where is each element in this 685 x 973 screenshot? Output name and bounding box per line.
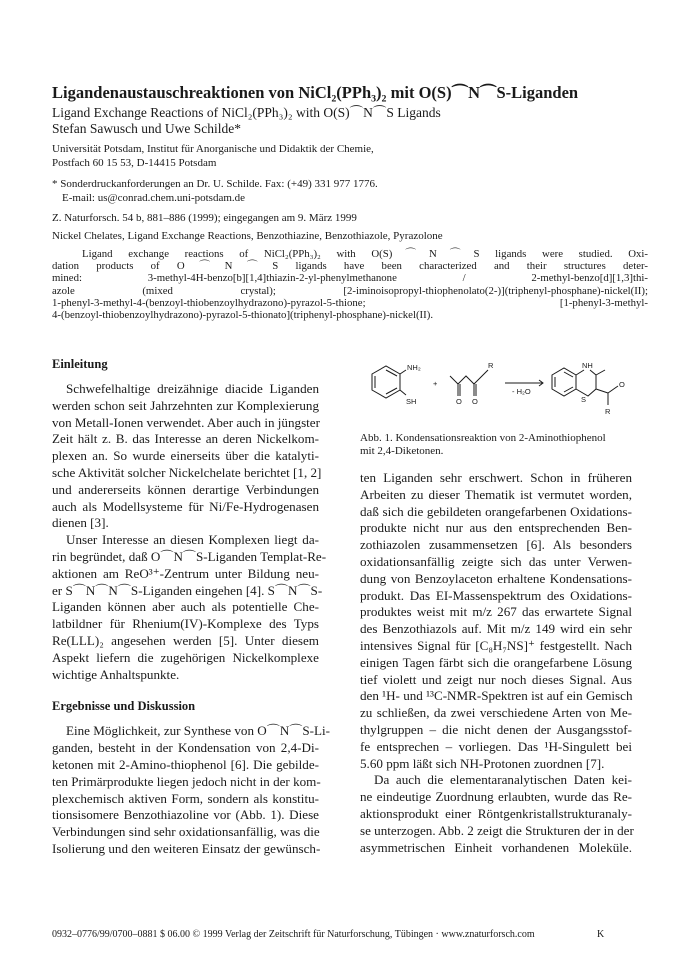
- label-s: S: [581, 395, 587, 404]
- correspondence-line: * Sonderdruckanforderungen an Dr. U. Schilde. Fax: (+49) 331 977 1776.: [52, 178, 378, 190]
- text-line: zothiazolen zusammensetzen [6]. Als besonders: [360, 537, 632, 553]
- correspondence-note: [52, 177, 612, 205]
- text-line: tief violett und zeigt nur noch dieses Signal. Aus: [360, 671, 632, 687]
- text-line: Isolierung und den weiteren Einsatz der gewünsch-: [52, 840, 321, 856]
- label-o3: O: [619, 380, 625, 389]
- abstract-line: azole (mixed crystal); [2-iminoisopropyl-thiophenolato(2-)](triphenyl-phosphane)-nickel(II);: [52, 284, 648, 297]
- text-line: produktes weist mit m/z 267 das erwartete Signal: [360, 604, 632, 620]
- label-sh: SH: [406, 397, 417, 406]
- text-line: Eine Möglichkeit, zur Synthese von O⌒N⌒S-Li-: [66, 723, 331, 739]
- affiliation-line: Universität Potsdam, Institut für Anorganische und Didaktik der Chemie,: [52, 143, 374, 155]
- text-line: wichtige Anhaltspunkte.: [52, 666, 180, 682]
- aminothiophenol-structure: [372, 366, 406, 398]
- label-o2: O: [472, 397, 478, 406]
- citation: Z. Naturforsch. 54 b, 881–886 (1999); eingegangen am 9. März 1999: [52, 212, 357, 224]
- text-line: einigen Tagen färbt sich die orangefarbene Lösung: [360, 654, 632, 670]
- affiliation-line: Postfach 60 15 53, D-14415 Potsdam: [52, 157, 217, 169]
- text-line: se unterzogen. Abb. 2 zeigt die Strukturen der in der: [360, 822, 634, 838]
- text-line: thylgruppen – die nicht denen der Ausgangsstof-: [360, 721, 632, 737]
- label-r2: R: [605, 407, 611, 416]
- text-line: Zeit hält z. B. das Interesse an deren Nickelkom-: [52, 431, 319, 447]
- section-heading-ergebnisse: Ergebnisse und Diskussion: [52, 699, 196, 714]
- text-line: dung von Benzoylaceton erhaltene Kondensations-: [360, 570, 632, 586]
- text-line: ketonen mit 2-Amino-thiophenol [6]. Die gebilde-: [52, 756, 319, 772]
- text-line: ganden, besteht in der Kondensation von 2,4-Di-: [52, 740, 319, 756]
- text-line: Da auch die elementaranalytischen Daten kei-: [374, 772, 632, 788]
- authors: Stefan Sawusch und Uwe Schilde*: [52, 121, 241, 136]
- text-line: intensives Signal für [C₈H₇NS]⁺ festgestellt. Nach: [360, 637, 632, 653]
- text-line: rin begründet, daß O⌒N⌒S-Liganden Templat-Re-: [52, 548, 327, 564]
- paragraph: [360, 470, 632, 772]
- paragraph: [360, 772, 632, 856]
- article-title: Ligandenaustauschreaktionen von NiCl₂(PPh₃)₂ mit O(S)⌒N⌒S-Liganden: [52, 83, 579, 102]
- text-line: Verbindungen sind sehr oxidationsanfällig, was die: [52, 824, 320, 840]
- text-line: produkte nicht nur aus den entsprechenden Ben-: [360, 520, 632, 536]
- paragraph: [52, 532, 327, 683]
- text-line: Aspekt liefern die zugehörigen Nickelkomplexe: [52, 649, 319, 665]
- reaction-arrow: [505, 380, 543, 386]
- text-line: werden schon seit Jahrzehnten zur Komplexierung: [52, 397, 319, 413]
- text-line: dienen [3].: [52, 515, 109, 531]
- text-line: plexen an. So wurde einerseits über die katalyti-: [52, 448, 319, 464]
- affiliation: [52, 142, 612, 170]
- text-line: Re(LLL)₂ angesehen werden [5]. Unter diesem: [52, 632, 319, 648]
- figure-caption: [360, 432, 632, 458]
- text-line: produkt. Das EI-Massenspektrum des Oxidations-: [360, 587, 632, 603]
- text-line: plexchemisch aktiven Form, sondern als konstitu-: [52, 790, 319, 806]
- paragraph: [52, 381, 322, 532]
- abstract-line: 1-phenyl-3-methyl-4-(benzoyl-thiobenzoylhydrazono)-pyrazol-5-thione; [1-phenyl-3-methyl-: [52, 296, 648, 309]
- text-line: des Benzothiazols auf. Mit m/z 149 wird ein sehr: [360, 621, 632, 637]
- label-nh: NH: [582, 361, 593, 370]
- text-line: daß sich die gebildeten orangefarbenen Oxidations-: [360, 503, 632, 519]
- abstract-line: Ligand exchange reactions of NiCl₂(PPh₃)₂ with O(S)⌒N⌒S ligands were studied. Oxi-: [82, 248, 648, 260]
- text-line: aktionsprodukt einer Röntgenkristallstrukturanaly-: [360, 805, 632, 821]
- text-line: von Metall-Ionen verwendet. Aber auch in jüngster: [52, 414, 320, 430]
- section-heading-einleitung: Einleitung: [52, 357, 108, 371]
- diketone-structure: [450, 370, 488, 396]
- label-plus: +: [433, 379, 438, 388]
- paragraph: [52, 723, 331, 857]
- keywords: Nickel Chelates, Ligand Exchange Reactions, Benzothiazine, Benzothiazole, Pyrazolone: [52, 230, 443, 242]
- text-line: ten Liganden sehr erschwert. Schon in früheren: [360, 470, 632, 485]
- abstract-line: mined: 3-methyl-4H-benzo[b][1,4]thiazin-2-yl-phenylmethanone / 2-methyl-benzo[d][1,3]thi-: [52, 272, 648, 285]
- text-line: fe entsprechen – vorliegen. Das ¹H-Singulett bei: [360, 738, 632, 754]
- text-line: oxidationsanfällig zeigte sich das unter Verwen-: [360, 553, 632, 569]
- label-r1: R: [488, 361, 494, 370]
- text-line: 5.60 ppm läßt sich NH-Protonen zuordnen [7].: [360, 755, 605, 771]
- abstract-line: 4-(benzoyl-thiobenzoylhydrazono)-pyrazol-5-thionato](triphenyl-phosphane)-nickel(II).: [52, 309, 434, 322]
- footer-copyright: 0932–0776/99/0700–0881 $ 06.00 © 1999 Verlag der Zeitschrift für Naturforschung, Tübingen · www.znaturforsch.com: [52, 929, 535, 940]
- caption-line: Abb. 1. Kondensationsreaktion von 2-Aminothiophenol: [360, 432, 606, 444]
- left-column: [52, 355, 331, 858]
- text-line: Unser Interesse an diesen Komplexen liegt da-: [66, 532, 319, 548]
- text-line: Liganden können aber auch als potentielle Che-: [52, 599, 319, 615]
- abstract: [52, 248, 648, 321]
- text-line: aktionen am ReO³⁺-Zentrum unter Bildung neu-: [52, 565, 319, 581]
- reaction-scheme: [360, 358, 640, 428]
- right-column: [360, 470, 632, 856]
- text-line: Arbeiten zu dieser Thematik ist vermutet worden,: [360, 486, 632, 502]
- text-line: den ¹H- und ¹³C-NMR-Spektren ist auf ein Gemisch: [360, 688, 633, 704]
- text-line: Schwefelhaltige dreizähnige diacide Liganden: [66, 381, 319, 396]
- caption-line: mit 2,4-Diketonen.: [360, 445, 444, 457]
- label-nh2: NH₂: [407, 363, 421, 372]
- text-line: zu schließen, da zwei verschiedene Arten von Me-: [360, 705, 632, 721]
- abstract-line: dation products of O⌒N⌒S ligands have been characterized and their structures deter-: [52, 260, 648, 273]
- text-line: und andererseits können derartige Verbindungen: [52, 481, 319, 497]
- text-line: sche Aktivität solcher Nickelchelate berichtet [1, 2]: [52, 464, 322, 480]
- article-subtitle: Ligand Exchange Reactions of NiCl₂(PPh₃)₂ with O(S)⌒N⌒S Ligands: [52, 105, 441, 120]
- text-line: ne eindeutige Zuordnung erlaubten, wurde das Re-: [360, 789, 632, 805]
- text-line: asymmetrischen Einheit vorhandenen Moleküle.: [360, 839, 632, 855]
- text-line: auch als Modellsysteme für Ni/Fe-Hydrogenasen: [52, 498, 319, 514]
- correspondence-email[interactable]: E-mail: us@conrad.chem.uni-potsdam.de: [62, 192, 246, 204]
- text-line: ten Primärprodukte liegen jedoch nicht in der kom-: [52, 773, 321, 789]
- text-line: er S⌒N⌒N⌒S-Liganden eingehen [4]. S⌒N⌒S-: [52, 582, 323, 598]
- footer-mark: K: [597, 929, 605, 940]
- text-line: latbildner für Rhenium(IV)-Komplexe des Typs: [52, 616, 319, 632]
- label-minus-water: - H₂O: [512, 387, 531, 396]
- label-o1: O: [456, 397, 462, 406]
- text-line: tionsisomere Benzothiazoline vor (Abb. 1). Diese: [52, 807, 319, 823]
